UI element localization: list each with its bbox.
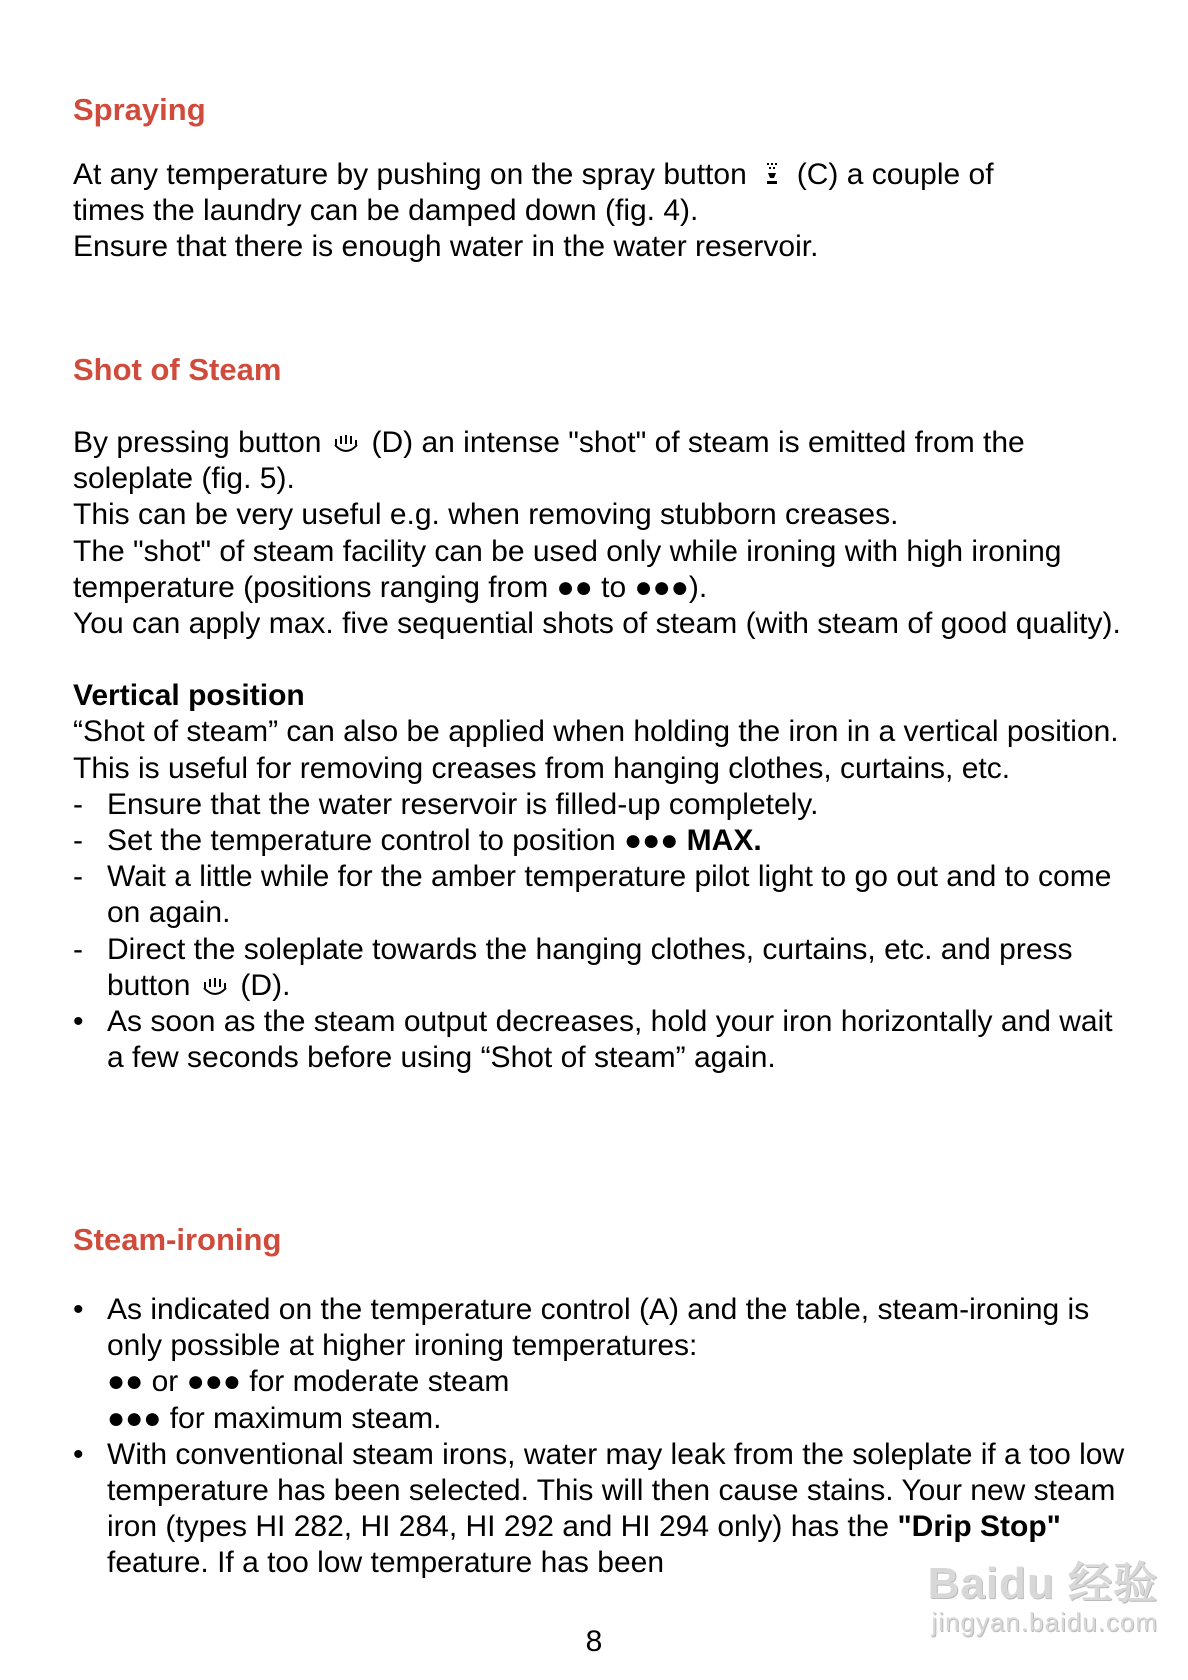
- steam-shot-icon: [331, 425, 361, 461]
- list-item-text: With conventional steam irons, water may leak from the soleplate if a too low temperature has been selected. This will then cause stains. Your new steam iron (types HI 282, HI 284, HI 292 and HI 294 only) has the: [107, 1437, 1125, 1544]
- list-marker: -: [73, 932, 83, 966]
- vertical-intro: “Shot of steam” can also be applied when holding the iron in a vertical position. This is useful for removing creases from hanging clothes, curtains, etc.: [73, 715, 1119, 785]
- list-marker: •: [73, 1293, 84, 1326]
- list-marker: -: [73, 787, 83, 821]
- list-item-text: Set the temperature control to position ●●●: [107, 824, 679, 858]
- list-item-text: (D).: [240, 968, 291, 1002]
- section-heading-shot-of-steam: Shot of Steam: [73, 352, 282, 387]
- spraying-text: Ensure that there is enough water in the water reservoir.: [73, 230, 819, 264]
- section-heading-spraying: Spraying: [73, 92, 206, 127]
- list-item-text: Wait a little while for the amber temperature pilot light to go out and to come on again.: [107, 860, 1112, 930]
- page-number: 8: [585, 1625, 603, 1658]
- list-item-bold: "Drip Stop": [897, 1510, 1061, 1544]
- list-item-text: Ensure that the water reservoir is filled-up completely.: [107, 787, 819, 821]
- list-marker: •: [73, 1005, 84, 1039]
- subheading-vertical-position: Vertical position: [73, 679, 305, 713]
- list-item-text: Direct the soleplate towards the hanging clothes, curtains, etc. and press button: [107, 932, 1073, 1002]
- spray-icon: [757, 157, 787, 193]
- shot-text: By pressing button: [73, 426, 322, 459]
- watermark-url: jingyan.baidu.com: [931, 1607, 1158, 1637]
- spraying-body: [73, 157, 1133, 266]
- section-heading-steam-ironing: Steam-ironing: [73, 1222, 282, 1257]
- list-item-text: ●● or ●●● for moderate steam: [107, 1365, 510, 1399]
- list-item: [73, 823, 1133, 859]
- shot-text: This can be very useful e.g. when removing stubborn creases.: [73, 498, 899, 532]
- steam-ironing-body: [73, 1292, 1133, 1582]
- list-item-text: feature. If a too low temperature has been: [107, 1546, 665, 1580]
- shot-of-steam-body: [73, 425, 1133, 1076]
- shot-text: The "shot" of steam facility can be used only while ironing with high ironing temperature (positions ranging from ●● to ●●●).: [73, 534, 1062, 604]
- list-item: [73, 859, 1133, 931]
- list-item-text: ●●● for maximum steam.: [107, 1401, 442, 1435]
- list-item: [73, 1292, 1133, 1437]
- shot-text: (D) an intense "shot" of steam is emitted from the soleplate (fig. 5).: [73, 426, 1025, 496]
- list-item-text: As soon as the steam output decreases, hold your iron horizontally and wait a few seconds before using “Shot of steam” again.: [107, 1005, 1113, 1075]
- list-marker: -: [73, 860, 83, 894]
- list-item-bold: MAX.: [686, 824, 762, 858]
- list-marker: -: [73, 824, 83, 858]
- list-item-text: As indicated on the temperature control (A) and the table, steam-ironing is only possible at higher ironing temperatures:: [107, 1293, 1090, 1363]
- list-marker: •: [73, 1437, 84, 1471]
- list-item: [73, 787, 1133, 823]
- spraying-text: (C) a couple of: [796, 158, 994, 191]
- spraying-text: At any temperature by pushing on the spray button: [73, 158, 747, 191]
- list-item: [73, 1437, 1133, 1582]
- steam-shot-icon: [200, 968, 230, 1004]
- shot-text: You can apply max. five sequential shots of steam (with steam of good quality).: [73, 607, 1121, 641]
- spraying-text: times the laundry can be damped down (fig. 4).: [73, 194, 699, 228]
- list-item: [73, 932, 1133, 1004]
- watermark-logo-text: Baidu 经验: [927, 1559, 1158, 1608]
- list-item: [73, 1004, 1133, 1076]
